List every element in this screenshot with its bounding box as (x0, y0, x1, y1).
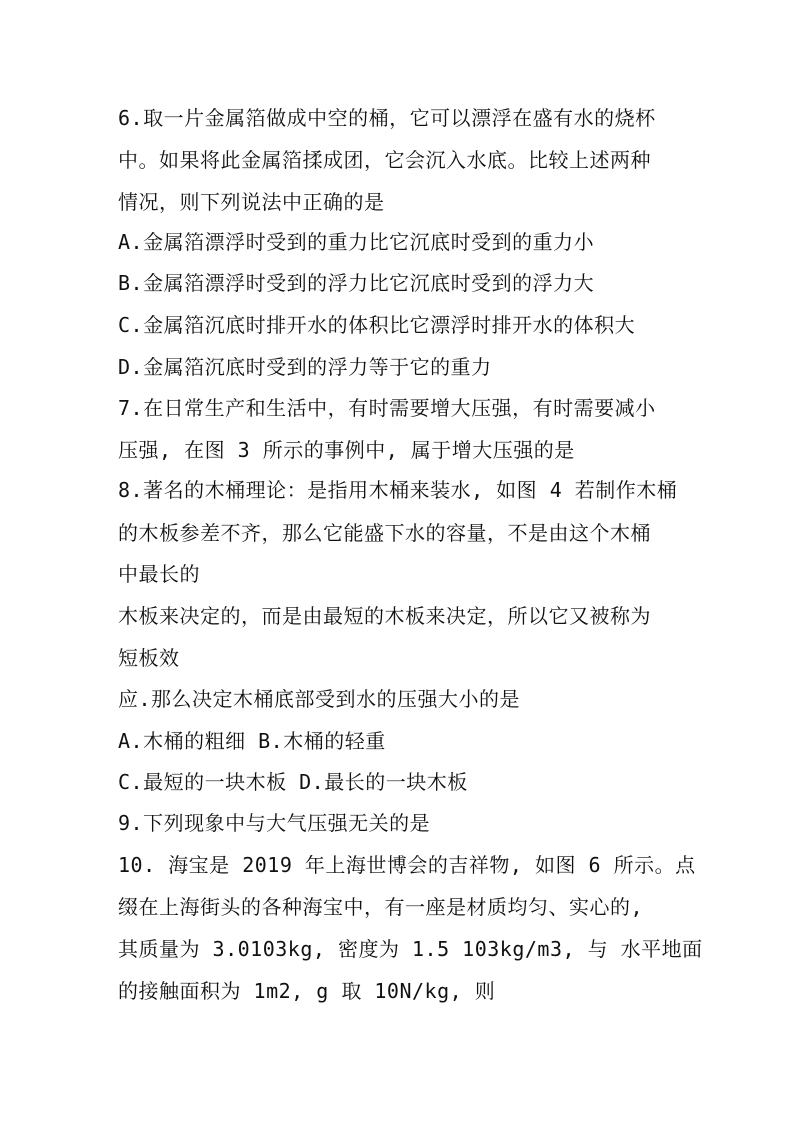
text-line: 其质量为 3.0103kg, 密度为 1.5 103kg/m3, 与 水平地面 (118, 937, 703, 961)
text-line: 应.那么决定木桶底部受到水的压强大小的是 (118, 687, 521, 711)
text-line: 压强, 在图 3 所示的事例中, 属于增大压强的是 (118, 438, 575, 462)
text-line: 木板来决定的，而是由最短的木板来决定，所以它又被称为 (118, 604, 651, 628)
text-line: 缀在上海街头的各种海宝中，有一座是材质均匀、实心的, (118, 895, 644, 919)
option-line: A.木桶的粗细 B.木桶的轻重 (118, 729, 386, 753)
text-line: 的木板参差不齐，那么它能盛下水的容量，不是由这个木桶 (118, 521, 651, 545)
text-line: 9.下列现象中与大气压强无关的是 (118, 811, 431, 835)
text-line: 7.在日常生产和生活中，有时需要增大压强，有时需要减小 (118, 396, 656, 420)
option-line: C.最短的一块木板 D.最长的一块木板 (118, 770, 468, 794)
text-line: 6.取一片金属箔做成中空的桶，它可以漂浮在盛有水的烧杯 (118, 106, 656, 130)
option-line: A.金属箔漂浮时受到的重力比它沉底时受到的重力小 (118, 230, 595, 254)
text-line: 中最长的 (118, 562, 200, 586)
option-line: C.金属箔沉底时排开水的体积比它漂浮时排开水的体积大 (118, 313, 636, 337)
text-line: 10. 海宝是 2019 年上海世博会的吉祥物, 如图 6 所示。点 (118, 853, 696, 877)
text-line: 情况，则下列说法中正确的是 (118, 190, 385, 214)
option-line: B.金属箔漂浮时受到的浮力比它沉底时受到的浮力大 (118, 271, 595, 295)
text-line: 中。如果将此金属箔揉成团，它会沉入水底。比较上述两种 (118, 148, 651, 172)
text-line: 的接触面积为 1m2, g 取 10N/kg, 则 (118, 979, 496, 1003)
text-line: 短板效 (118, 646, 180, 670)
option-line: D.金属箔沉底时受到的浮力等于它的重力 (118, 355, 492, 379)
text-line: 8.著名的木桶理论：是指用木桶来装水, 如图 4 若制作木桶 (118, 478, 678, 502)
